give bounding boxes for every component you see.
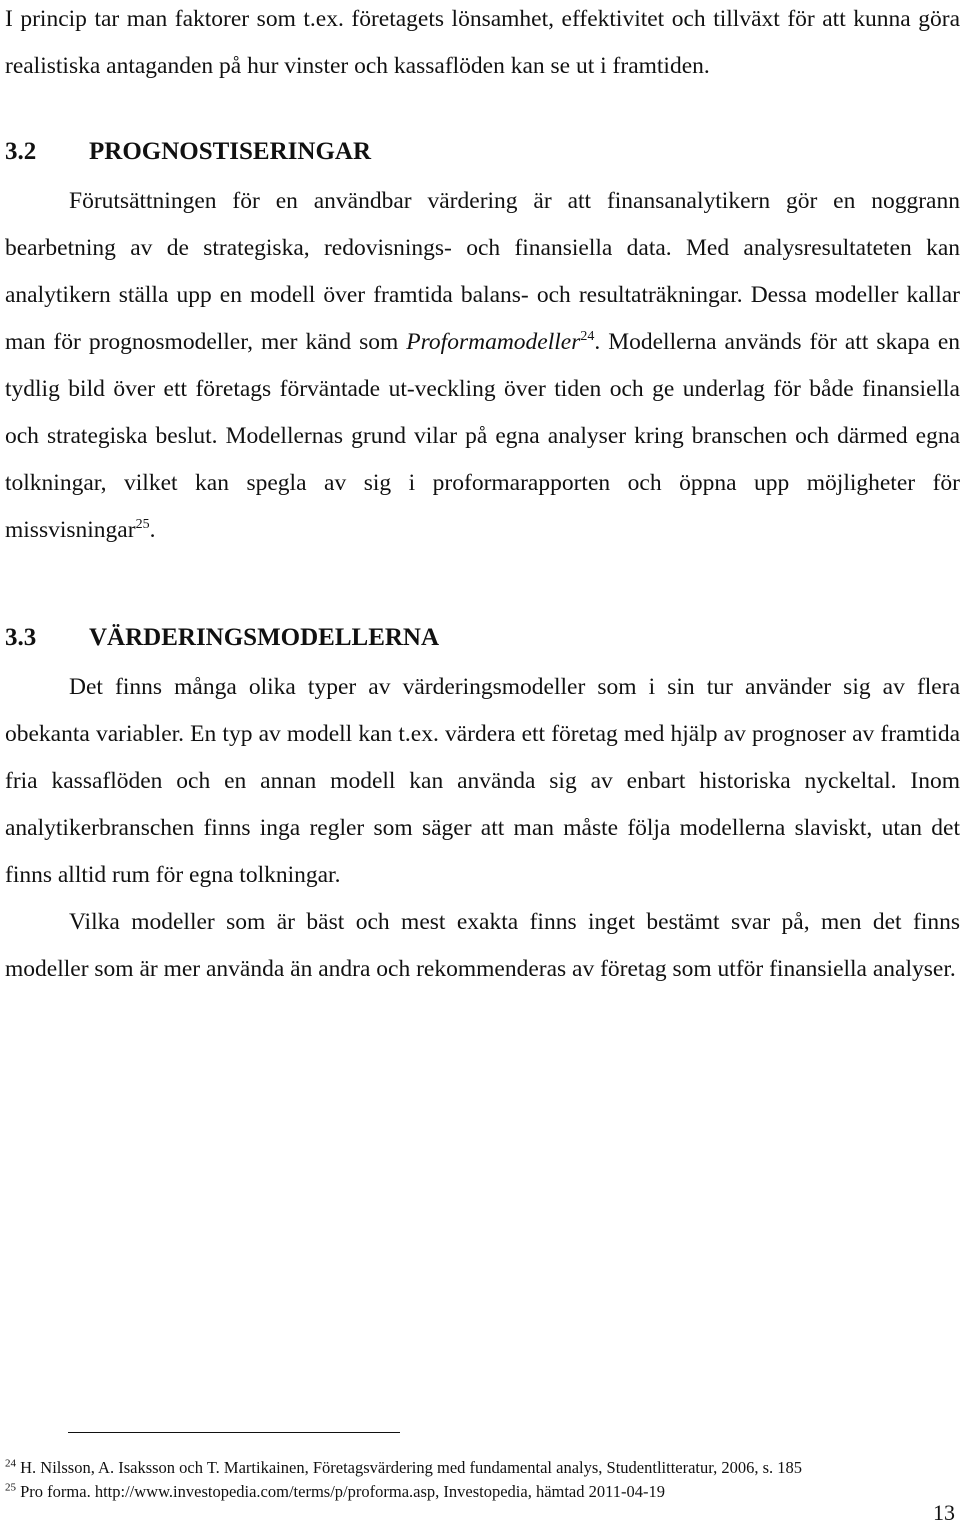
intro-paragraph: I princip tar man faktorer som t.ex. företagets lönsamhet, effektivitet och tillväxt för att kunna göra realistiska antaganden på hur vinster och kassaflöden kan se ut i framtiden. — [5, 6, 960, 79]
footnotes — [5, 1456, 960, 1504]
footnote-25 — [5, 1480, 960, 1504]
paragraph-text: . Modellerna används för att skapa en tydlig bild över ett företags förväntade ut-veckling över tiden och ge underlag för både finansiella och strategiska beslut. Modellernas grund vilar på egna analyser kring branschen och därmed egna tolkningar, vilket kan spegla av sig i proformarapporten och öppna upp möjligheter för missvisningar — [5, 329, 960, 543]
prognos-paragraph — [5, 178, 960, 554]
section-heading-3-3 — [5, 624, 960, 652]
footnote-ref-24[interactable]: 24 — [580, 329, 595, 345]
document-page — [5, 0, 960, 993]
page-number: 13 — [933, 1500, 955, 1525]
footnote-text: Pro forma. http://www.investopedia.com/terms/p/proforma.asp, Investopedia, hämtad 2011-04-19 — [16, 1482, 666, 1501]
paragraph-text: Förutsättningen för en användbar värdering är att finansanalytikern gör en noggrann bearbetning av de strategiska, redovisnings- och finansiella data. Med analysresultateten kan analytikern ställa upp en modell över framtida balans- och resultaträkningar. Dessa modeller kallar man för prognosmodeller, mer känd som — [5, 188, 960, 355]
vardering-paragraph-2: Vilka modeller som är bäst och mest exakta finns inget bestämt svar på, men det finns modeller som är mer använda än andra och rekommenderas av företag som utför finansiella analyser. — [5, 909, 960, 982]
section-heading-3-2 — [5, 138, 960, 166]
paragraph-end: . — [149, 517, 156, 543]
section-title: PROGNOSTISERINGAR — [89, 138, 371, 165]
footnote-mark: 25 — [5, 1481, 16, 1494]
section-number: 3.3 — [5, 624, 37, 651]
section-title: VÄRDERINGSMODELLERNA — [89, 624, 440, 651]
vardering-paragraph-1: Det finns många olika typer av värderingsmodeller som i sin tur använder sig av flera obekanta variabler. En typ av modell kan t.ex. värdera ett företag med hjälp av prognoser av framtida fria kassaflöden och en annan modell kan använda sig av enbart historiska nyckeltal. Inom analytikerbranschen finns inga regler som säger att man måste följa modellerna slaviskt, utan det finns alltid rum för egna tolkningar. — [5, 674, 960, 888]
footnote-mark: 24 — [5, 1457, 16, 1470]
section-number: 3.2 — [5, 138, 37, 165]
footnote-text: H. Nilsson, A. Isaksson och T. Martikainen, Företagsvärdering med fundamental analys, Studentlitteratur, 2006, s. 185 — [16, 1458, 803, 1477]
footnote-ref-25[interactable]: 25 — [135, 517, 150, 533]
footnote-24 — [5, 1456, 960, 1480]
italic-term: Proformamodeller — [406, 329, 581, 355]
footnote-separator — [68, 1432, 400, 1433]
